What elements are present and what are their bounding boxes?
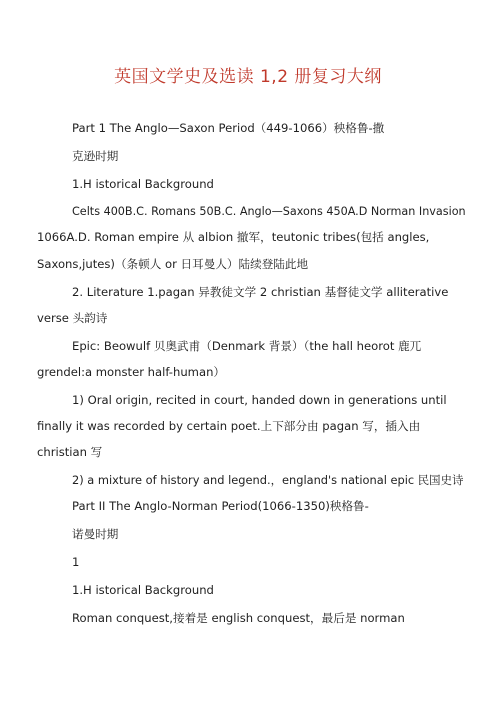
text-line: 克逊时期 [72, 149, 119, 163]
text-line: 1 [72, 555, 80, 569]
text-line: 1) Oral origin, recited in court, handed down in generations until [72, 393, 447, 407]
text-line: 1.H istorical Background [72, 583, 214, 597]
text-line: Roman conquest,接着是 english conquest，最后是 norman [72, 611, 405, 625]
text-line: finally it was recorded by certain poet.上下部分由 pagan 写，插入由 [37, 419, 421, 433]
text-line: 2. Literature 1.pagan 异教徒文学 2 christian 基督徒文学 alliterative [72, 285, 449, 299]
text-line: Part 1 The Anglo—Saxon Period（449-1066）秧格鲁-撒 [72, 121, 385, 135]
text-line: Epic: Beowulf 贝奥武甫（Denmark 背景）（the hall heorot 鹿兀 [72, 339, 422, 353]
text-line: 诺曼时期 [72, 527, 119, 541]
text-line: christian 写 [37, 445, 103, 459]
text-line: Part II The Anglo-Norman Period(1066-1350)秧格鲁- [72, 499, 369, 513]
text-line: 1066A.D. Roman empire 从 albion 撤军，teutonic tribes(包括 angles, [37, 230, 430, 244]
text-line: Saxons,jutes)（条顿人 or 日耳曼人）陆续登陆此地 [37, 257, 309, 271]
document-title: 英国文学史及选读 1,2 册复习大纲 [114, 67, 382, 87]
text-line: verse 头韵诗 [37, 311, 108, 325]
text-line: 1.H istorical Background [72, 177, 214, 191]
text-line: Celts 400B.C. Romans 50B.C. Anglo—Saxons 450A.D Norman Invasion [72, 205, 466, 218]
text-line: grendel:a monster half-human） [37, 365, 226, 379]
text-line: 2) a mixture of history and legend.，england's national epic 民国史诗 [72, 473, 464, 487]
